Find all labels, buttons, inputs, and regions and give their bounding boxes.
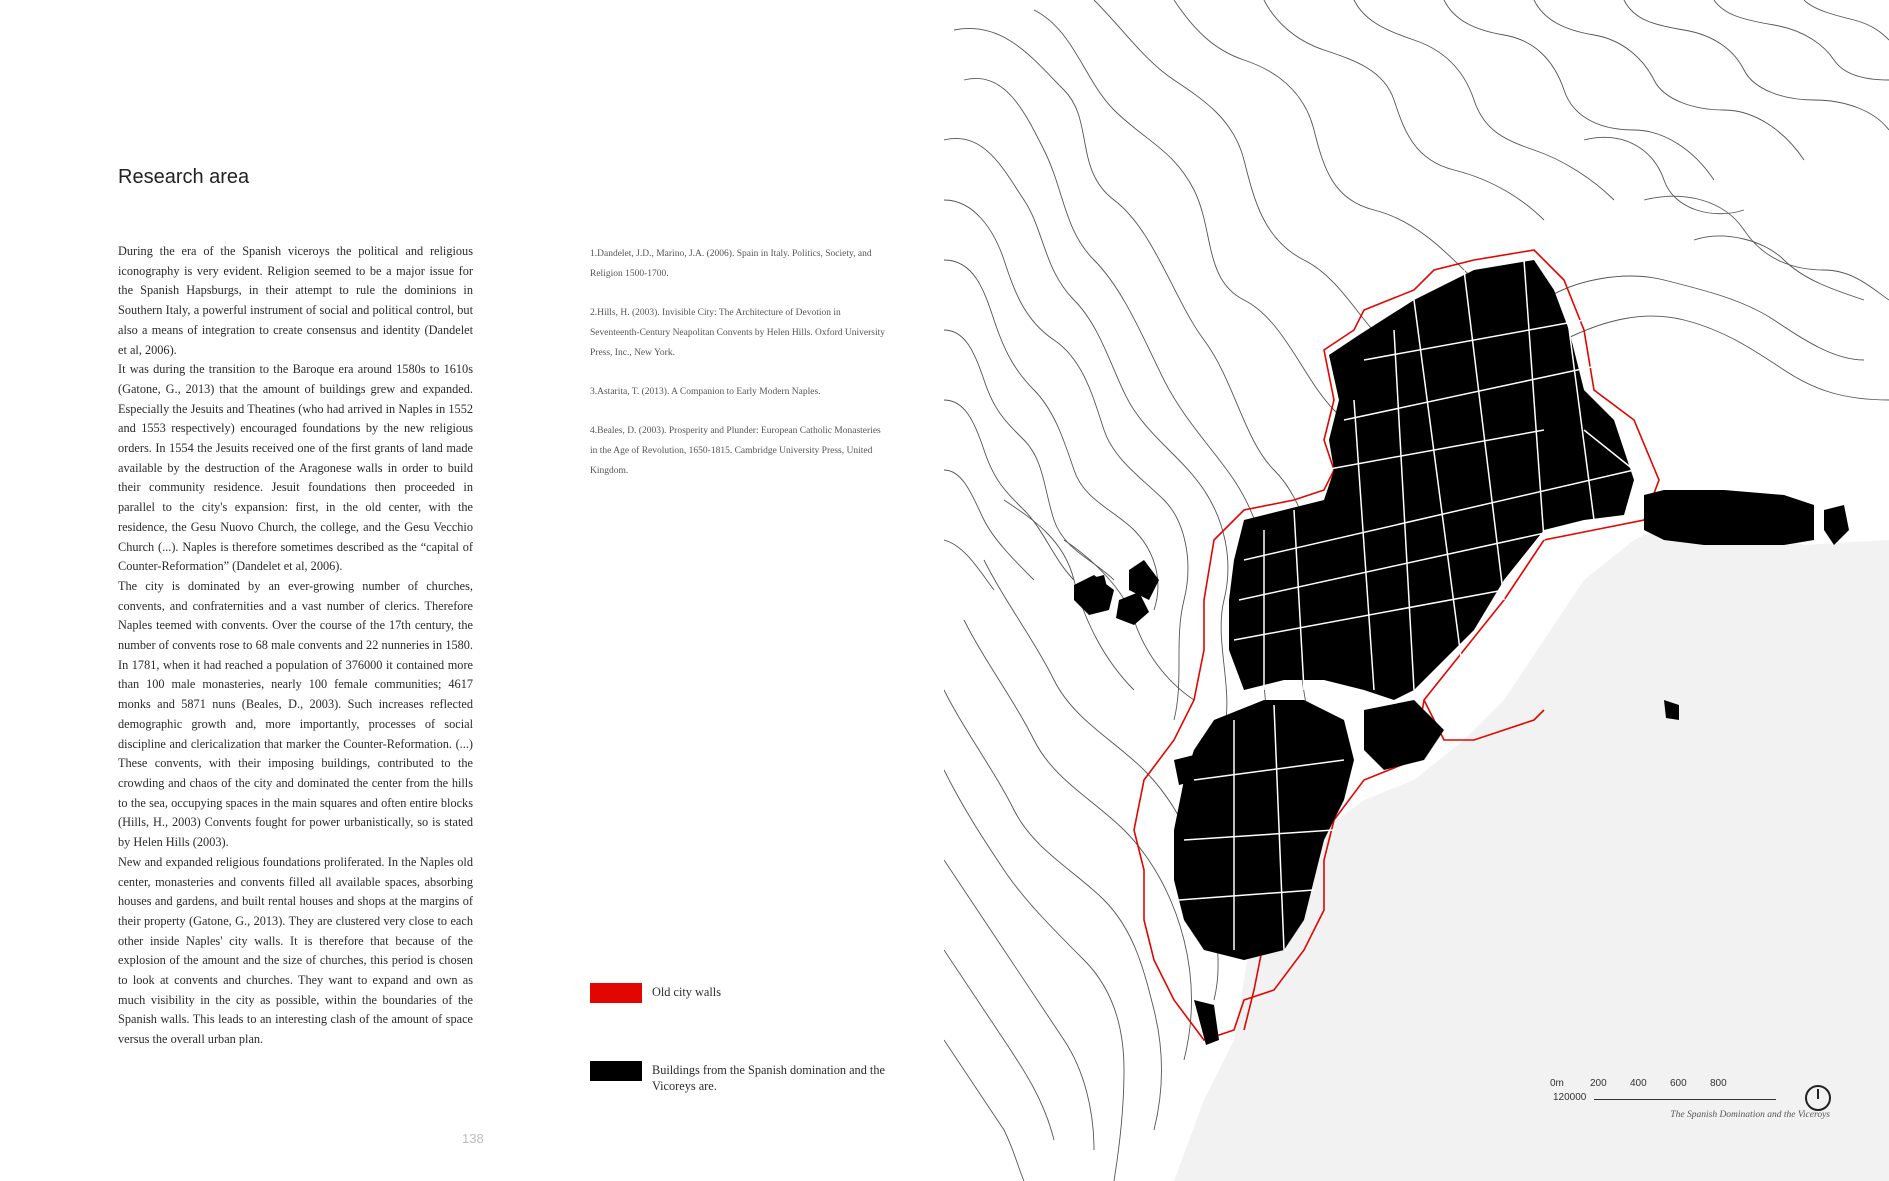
legend-label-walls: Old city walls <box>652 985 721 999</box>
scale-tick-label: 200 <box>1590 1078 1607 1089</box>
footnote: 4.Beales, D. (2003). Prosperity and Plunder: European Catholic Monasteries in the Age of Revolution, 1650-1815. Cambridge University Press, United Kingdom. <box>590 426 881 476</box>
scale-tick-label: 400 <box>1630 1078 1647 1089</box>
scale-line <box>1594 1099 1776 1100</box>
scale-bar <box>1550 1078 1790 1128</box>
scale-tick-label: 800 <box>1710 1078 1727 1089</box>
legend-label-buildings: Buildings from the Spanish domination and the Vicoreys are. <box>652 1063 885 1093</box>
footnotes <box>590 244 890 500</box>
left-page <box>0 0 944 1181</box>
footnote: 1.Dandelet, J.D., Marino, J.A. (2006). Spain in Italy. Politics, Society, and Religion 1500-1700. <box>590 249 872 279</box>
page-title: Research area <box>118 166 250 188</box>
footnote: 2.Hills, H. (2003). Invisible City: The Architecture of Devotion in Seventeenth-Century Neapolitan Convents by Helen Hills. Oxford University Press, Inc., New York. <box>590 308 885 358</box>
legend-swatch-buildings <box>590 1061 642 1081</box>
body-paragraph: It was during the transition to the Baroque era around 1580s to 1610s (Gatone, G., 2013) that the amount of buildings grew and expanded. Especially the Jesuits and Theatines (who had arrived in Naples in 1552 and 1553 respectively) encouraged foundations by the new religious orders. In 1554 the Jesuits received one of the first grants of land made available by the destruction of the Aragonese walls in order to build their community residence. Jesuit foundations then proceeded in parallel to the city's expansion: first, in the old center, with the residence, the Gesu Nuovo Church, the college, and the Gesu Vecchio Church (...). Naples is therefore sometimes described as the “capital of Counter-Reformation” (Dandelet et al, 2006). <box>118 362 473 574</box>
scale-tick-label: 0m <box>1550 1078 1564 1089</box>
body-text <box>118 242 473 1050</box>
north-arrow-icon <box>1805 1085 1831 1111</box>
scale-ratio: 120000 <box>1553 1092 1587 1103</box>
map-canvas <box>944 0 1889 1181</box>
map-caption: The Spanish Domination and the Viceroys <box>1670 1110 1830 1120</box>
scale-tick-label: 600 <box>1670 1078 1687 1089</box>
legend-swatch-walls <box>590 983 642 1003</box>
map-panel <box>944 0 1889 1181</box>
body-paragraph: New and expanded religious foundations proliferated. In the Naples old center, monasteries and convents filled all available spaces, absorbing houses and gardens, and built rental houses and shops at the margins of their property (Gatone, G., 2013). They are clustered very close to each other inside Naples' city walls. It is therefore that because of the explosion of the amount and the size of churches, this period is chosen to look at convents and churches. They want to expand and own as much visibility in the city as possible, within the boundaries of the Spanish walls. This leads to an interesting clash of the amount of space versus the overall urban plan. <box>118 854 473 1047</box>
footnote: 3.Astarita, T. (2013). A Companion to Early Modern Naples. <box>590 387 821 397</box>
page-number: 138 <box>462 1131 484 1146</box>
body-paragraph: The city is dominated by an ever-growing number of churches, convents, and confraternities and a vast number of clerics. Therefore Naples teemed with convents. Over the course of the 17th century, the number of convents rose to 68 male convents and 22 nunneries in 1580. In 1781, when it had reached a population of 376000 it contained more than 100 male monasteries, nearly 100 female communities; 4617 monks and 5871 nuns (Beales, D., 2003). Such increases reflected demographic growth and, more importantly, processes of social discipline and clericalization that marker the Counter-Reformation. (...) These convents, with their imposing buildings, contributed to the crowding and chaos of the city and dominated the center from the hills to the sea, occupying spaces in the main squares and often entire blocks (Hills, H., 2003) Convents fought for power urbanistically, so is stated by Helen Hills (2003). <box>118 578 473 850</box>
body-paragraph: During the era of the Spanish viceroys the political and religious iconography is very evident. Religion seemed to be a major issue for the Spanish Hapsburgs, in their attempt to rule the dominions in Southern Italy, a powerful instrument of social and political control, but also a means of integration to create consensus and identity (Dandelet et al, 2006). <box>118 244 473 357</box>
